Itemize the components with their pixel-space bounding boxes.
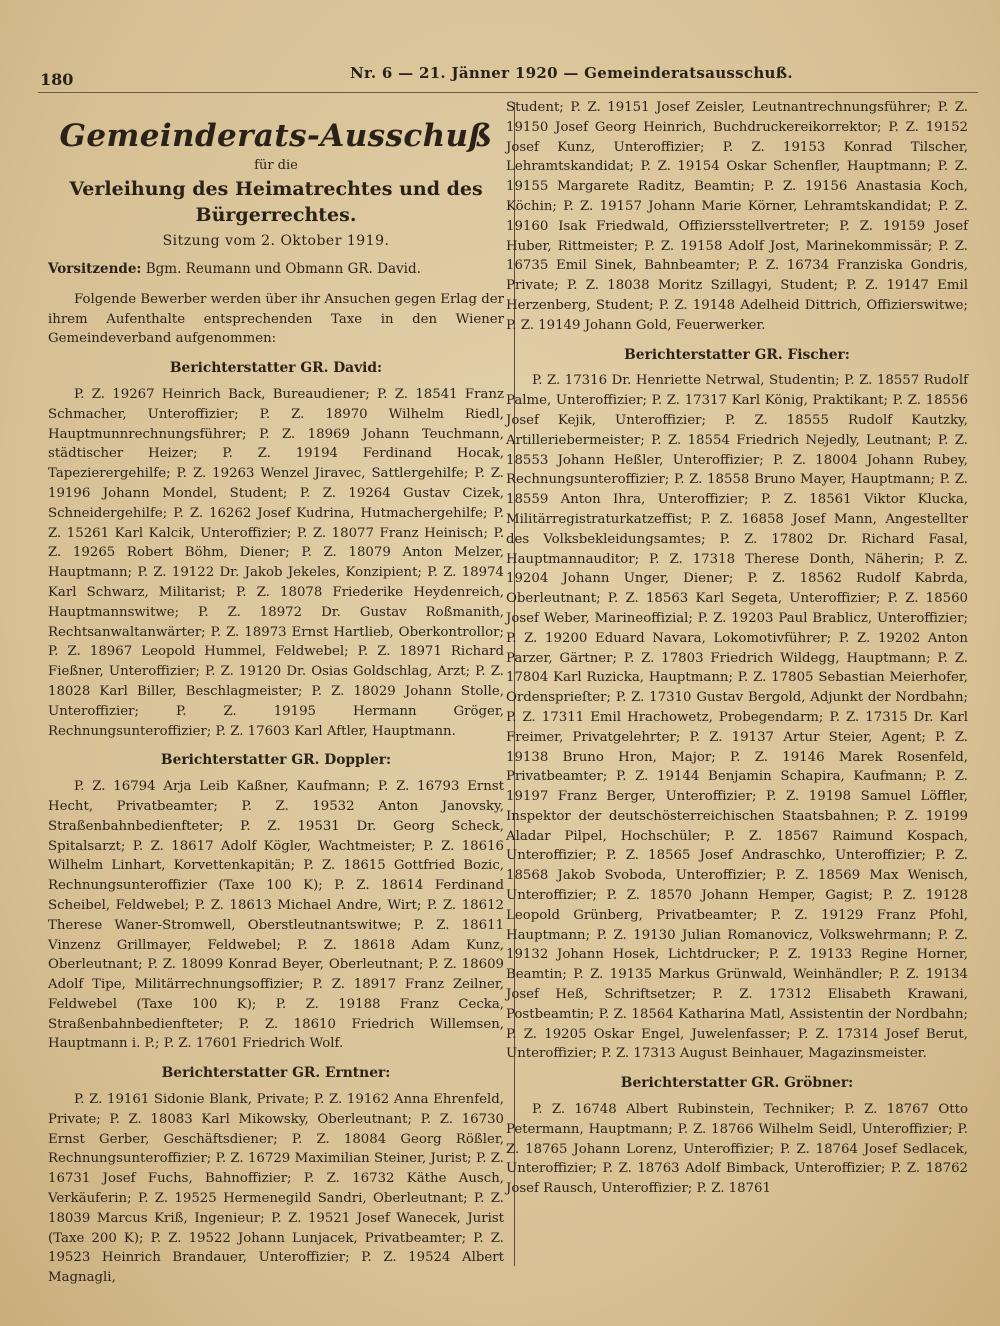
section-heading: Berichterstatter GR. David: xyxy=(169,360,383,377)
presiding-line xyxy=(48,260,504,280)
page-number: 180 xyxy=(40,70,74,89)
right-column xyxy=(506,98,968,1199)
left-column xyxy=(48,110,504,1288)
page-header xyxy=(38,56,978,93)
section-heading: Berichterstatter GR. Fischer: xyxy=(624,346,850,363)
presiding-label: Vorsitzende: xyxy=(48,261,142,277)
section-paragraph: P. Z. 16748 Albert Rubinstein, Techniker; P. Z. 18767 Otto Petermann, Hauptmann; P. Z. 18766 Wilhelm Seidl, Unteroffizier; P. Z. 18765 Johann Lorenz, Unteroffizier; P. Z. 18764 Josef Sedlacek, Unteroffizier; P. Z. 18763 Adolf Bimback, Unteroffizier; P. Z. 18762 Josef Rausch, Unteroffizier; P. Z. 18761 xyxy=(506,1102,968,1197)
section-paragraph: P. Z. 19161 Sidonie Blank, Private; P. Z. 19162 Anna Ehrenfeld, Private; P. Z. 18083 Karl Mikowsky, Oberleutnant; P. Z. 16730 Ernst Gerber, Geschäftsdiener; P. Z. 18084 Georg Rößler, Rechnungsunteroffizier; P. Z. 16729 Maximilian Steiner, Jurist; P. Z. 16731 Josef Fuchs, Bahnoffizier; P. Z. 16732 Käthe Ausch, Verkäuferin; P. Z. 19525 Hermenegild Sandri, Oberleutnant; P. Z. 18039 Marcus Kriß, Ingenieur; P. Z. 19521 Josef Wanecek, Jurist (Taxe 200 K); P. Z. 19522 Johann Lunjacek, Privatbeamter; P. Z. 19523 Heinrich Brandauer, Unteroffizier; P. Z. 19524 Albert Magnagli, xyxy=(48,1092,504,1286)
section-paragraph: P. Z. 16794 Arja Leib Kaßner, Kaufmann; P. Z. 16793 Ernst Hecht, Privatbeamter; P. Z. 19532 Anton Janovsky, Straßenbahnbedienfteter; P. Z. 19531 Dr. Georg Scheck, Spitalsarzt; P. Z. 18617 Adolf Kögler, Wachtmeister; P. Z. 18616 Wilhelm Linhart, Korvettenkapitän; P. Z. 18615 Gottfried Bozic, Rechnungsunteroffizier (Taxe 100 K); P. Z. 18614 Ferdinand Scheibel, Feldwebel; P. Z. 18613 Michael Andre, Wirt; P. Z. 18612 Therese Waner-Stromwell, Oberstleutnantswitwe; P. Z. 18611 Vinzenz Grillmayer, Feldwebel; P. Z. 18618 Adam Kunz, Oberleutnant; P. Z. 18099 Konrad Beyer, Oberleutnant; P. Z. 18609 Adolf Tipe, Militärrechnungsoffizier; P. Z. 18917 Franz Zeilner, Feldwebel (Taxe 100 K); P. Z. 19188 Franz Cecka, Straßenbahnbedienfteter; P. Z. 18610 Friedrich Willemsen, Hauptmann i. P.; P. Z. 17601 Friedrich Wolf. xyxy=(48,779,504,1052)
section-paragraph: P. Z. 19267 Heinrich Back, Bureaudiener; P. Z. 18541 Franz Schmacher, Unteroffizier; P. Z. 18970 Wilhelm Riedl, Hauptmunnrechnungsführer; P. Z. 18969 Johann Teuchmann, städtischer Heizer; P. Z. 19194 Ferdinand Hocak, Tapezierergehilfe; P. Z. 19263 Wenzel Jiravec, Sattlergehilfe; P. Z. 19196 Johann Mondel, Student; P. Z. 19264 Gustav Cizek, Schneidergehilfe; P. Z. 16262 Josef Kudrina, Hutmachergehilfe; P. Z. 15261 Karl Kalcik, Unteroffizier; P. Z. 18077 Franz Heinisch; P. Z. 19265 Robert Böhm, Diener; P. Z. 18079 Anton Melzer, Hauptmann; P. Z. 19122 Dr. Jakob Jekeles, Konzipient; P. Z. 18974 Karl Schwarz, Militarist; P. Z. 18078 Friederike Heydenreich, Hauptmannswitwe; P. Z. 18972 Dr. Gustav Roßmanith, Rechtsanwaltanwärter; P. Z. 18973 Ernst Hartlieb, Oberkontrollor; P. Z. 18967 Leopold Hummel, Feldwebel; P. Z. 18971 Richard Fießner, Unteroffizier; P. Z. 19120 Dr. Osias Goldschlag, Arzt; P. Z. 18028 Karl Biller, Beschlagmeister; P. Z. 18029 Johann Stolle, Unteroffizier; P. Z. 19195 Hermann Gröger, Rechnungsunteroffizier; P. Z. 17603 Karl Aftler, Hauptmann. xyxy=(48,386,504,739)
intro-paragraph: Folgende Bewerber werden über ihr Ansuchen gegen Erlag der ihrem Aufenthalte entsprechenden Taxe in den Wiener Gemeindeverband aufgenommen: xyxy=(48,291,504,347)
section-paragraph: Student; P. Z. 19151 Josef Zeisler, Leutnantrechnungsführer; P. Z. 19150 Josef Georg Heinrich, Buchdruckereikorrektor; P. Z. 19152 Josef Kunz, Unteroffizier; P. Z. 19153 Konrad Tilscher, Lehramtskandidat; P. Z. 19154 Oskar Schenfler, Hauptmann; P. Z. 19155 Margarete Raditz, Beamtin; P. Z. 19156 Anastasia Koch, Köchin; P. Z. 19157 Johann Marie Körner, Lehramtskandidat; P. Z. 19160 Isak Friedwald, Offiziersstellvertreter; P. Z. 19159 Josef Huber, Rittmeister; P. Z. 19158 Adolf Jost, Marinekommissär; P. Z. 16735 Emil Sinek, Bahnbeamter; P. Z. 16734 Franziska Gondris, Private; P. Z. 18038 Moritz Szillagyi, Student; P. Z. 19147 Emil Herzenberg, Student; P. Z. 19148 Adelheid Dittrich, Offizierswitwe; P. Z. 19149 Johann Gold, Feuerwerker. xyxy=(506,100,968,333)
section-heading: Berichterstatter GR. Gröbner: xyxy=(620,1075,854,1092)
presiding-names: Bgm. Reumann und Obmann GR. David. xyxy=(145,261,421,277)
session-date: Sitzung vom 2. Oktober 1919. xyxy=(162,233,390,249)
section-paragraph: P. Z. 17316 Dr. Henriette Netrwal, Studentin; P. Z. 18557 Rudolf Palme, Unteroffizier; P. Z. 17317 Karl König, Praktikant; P. Z. 18556 Josef Kejik, Unteroffizier; P. Z. 18555 Rudolf Kautzky, Artilleriebermeister; P. Z. 18554 Friedrich Nejedly, Leutnant; P. Z. 18553 Johann Heßler, Unteroffizier; P. Z. 18004 Johann Rubey, Rechnungsunteroffizier; P. Z. 18558 Bruno Mayer, Hauptmann; P. Z. 18559 Anton Ihra, Unteroffizier; P. Z. 18561 Viktor Klucka, Militärregistraturkatzeffist; P. Z. 16858 Josef Mann, Angestellter des Volksbekleidungsamtes; P. Z. 17802 Dr. Richard Fasal, Hauptmannauditor; P. Z. 17318 Therese Donth, Näherin; P. Z. 19204 Johann Unger, Diener; P. Z. 18562 Rudolf Kabrda, Oberleutnant; P. Z. 18563 Karl Segeta, Unteroffizier; P. Z. 18560 Josef Weber, Marineoffizial; P. Z. 19203 Paul Brablicz, Unteroffizier; P. Z. 19200 Eduard Navara, Lokomotivführer; P. Z. 19202 Anton Parzer, Gärtner; P. Z. 17803 Friedrich Wildegg, Hauptmann; P. Z. 17804 Karl Ruzicka, Hauptmann; P. Z. 17805 Sebastian Meierhofer, Ordensprieſter; P. Z. 17310 Gustav Bergold, Adjunkt der Nordbahn; P. Z. 17311 Emil Hrachowetz, Probegendarm; P. Z. 17315 Dr. Karl Freimer, Privatgelehrter; P. Z. 19137 Artur Steier, Agent; P. Z. 19138 Bruno Hron, Major; P. Z. 19146 Marek Rosenfeld, Privatbeamter; P. Z. 19144 Benjamin Schapira, Kaufmann; P. Z. 19197 Franz Berger, Unteroffizier; P. Z. 19198 Samuel Löffler, Inspektor der deutschösterreichischen Staatsbahnen; P. Z. 19199 Aladar Pilpel, Hochschüler; P. Z. 18567 Raimund Kospach, Unteroffizier; P. Z. 18565 Josef Andraschko, Unteroffizier; P. Z. 18568 Jakob Svoboda, Unteroffizier; P. Z. 18569 Max Wenisch, Unteroffizier; P. Z. 18570 Johann Hemper, Gagist; P. Z. 19128 Leopold Grünberg, Privatbeamter; P. Z. 19129 Franz Pfohl, Hauptmann; P. Z. 19130 Julian Romanovicz, Volkswehrmann; P. Z. 19132 Johann Hosek, Lichtdrucker; P. Z. 19133 Regine Horner, Beamtin; P. Z. 19135 Markus Grünwald, Weinhändler; P. Z. 19134 Josef Heß, Schriftsetzer; P. Z. 17312 Elisabeth Krawani, Postbeamtin; P. Z. 18564 Katharina Matl, Assistentin der Nordbahn; P. Z. 19205 Oskar Engel, Juwelenfasser; P. Z. 17314 Josef Berut, Unteroffizier; P. Z. 17313 August Beinhauer, Magazinsmeister. xyxy=(506,373,968,1062)
running-head: Nr. 6 — 21. Jänner 1920 — Gemeinderatsausschuß. xyxy=(350,64,793,82)
article-title: Gemeinderats-Ausschuß xyxy=(59,118,493,154)
section-heading: Berichterstatter GR. Erntner: xyxy=(161,1065,391,1082)
section-heading: Berichterstatter GR. Doppler: xyxy=(160,752,392,769)
title-connector: für die xyxy=(254,158,298,173)
article-subtitle: Verleihung des Heimatrechtes und des Bürgerrechtes. xyxy=(69,178,483,226)
